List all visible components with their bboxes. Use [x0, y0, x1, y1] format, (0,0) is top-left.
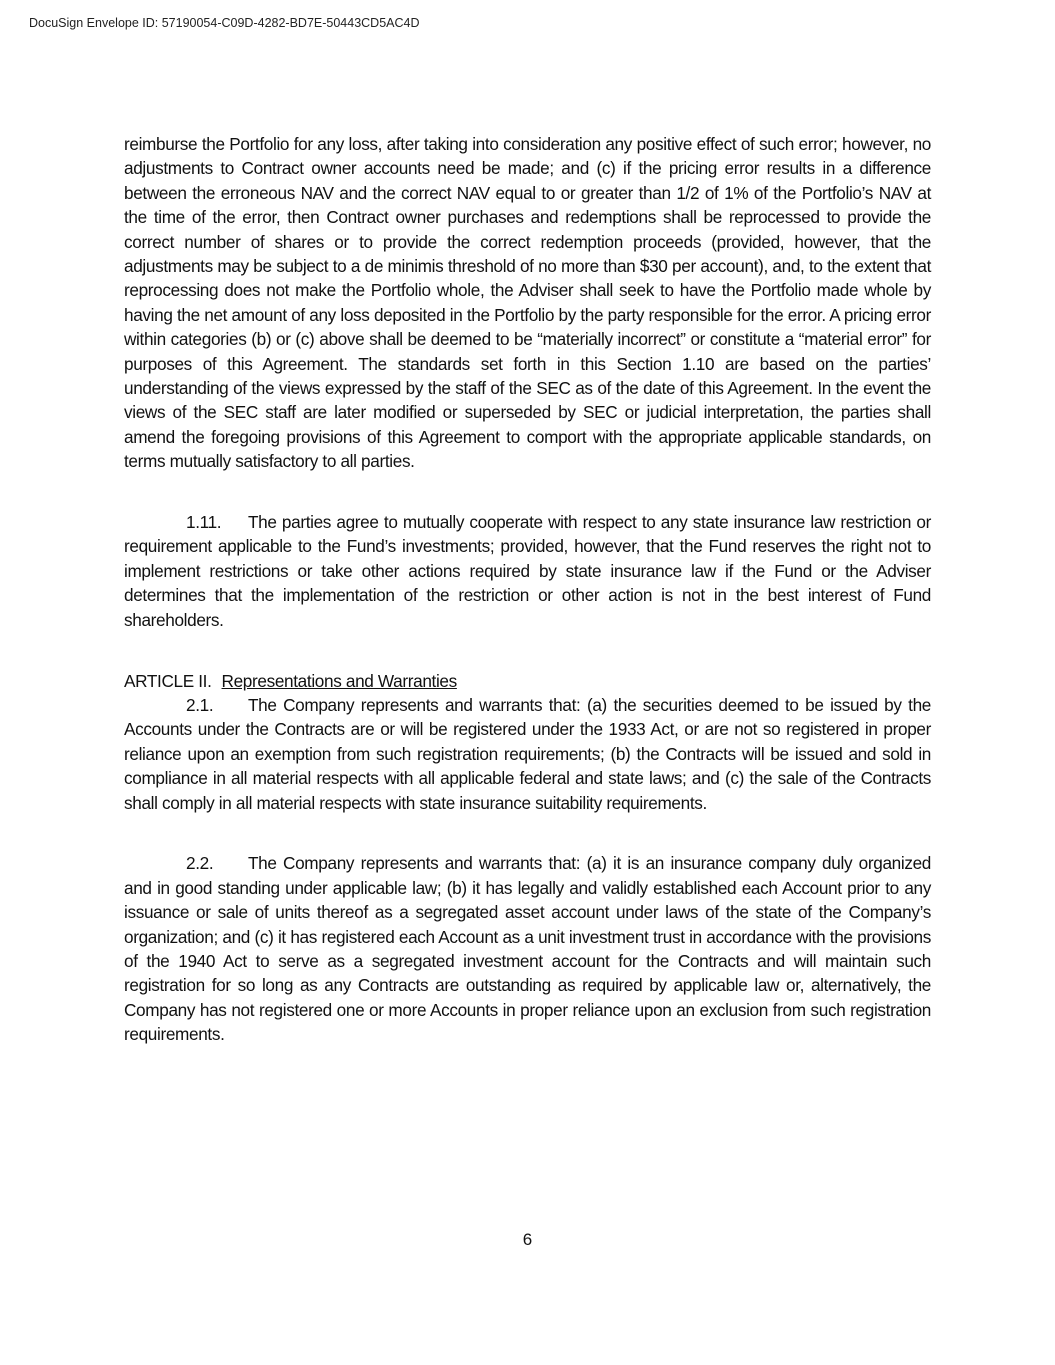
- section-number: 1.11.: [186, 512, 222, 533]
- article-label: ARTICLE II.: [124, 670, 212, 691]
- section-2-1: [124, 693, 931, 815]
- article-title: Representations and Warranties: [221, 670, 457, 691]
- section-text: The Company represents and warrants that: (a) it is an insurance company duly organized and in good standing under applicable law; (b) it has legally and validly established each Account prior to any issuance or sale of units thereof as a segregated asset account under laws of the state of the Company’s organization; and (c) it has registered each Account as a unit investment trust in accordance with the provisions of the 1940 Act to serve as a segregated investment account for the Contracts and will maintain such registration for so long as any Contracts are outstanding as required by applicable law or, alternatively, the Company has not registered one or more Accounts in proper reliance upon an exclusion from such registration requirements.: [124, 853, 931, 1045]
- section-2-2: [124, 851, 931, 1046]
- continuation-paragraph: reimburse the Portfolio for any loss, after taking into consideration any positive effect of such error; however, no adjustments to Contract owner accounts need be made; and (c) if the pricing error results in a difference between the erroneous NAV and the correct NAV equal to or greater than 1/2 of 1% of the Portfolio’s NAV at the time of the error, then Contract owner purchases and redemptions shall be reprocessed to provide the correct number of shares or to provide the correct redemption proceeds (provided, however, that the adjustments may be subject to a de minimis threshold of no more than $30 per account), and, to the extent that reprocessing does not make the Portfolio whole, the Adviser shall seek to have the Portfolio made whole by having the net amount of any loss deposited in the Portfolio by the party responsible for the error. A pricing error within categories (b) or (c) above shall be deemed to be “materially incorrect” or constitute a “material error” for purposes of this Agreement. The standards set forth in this Section 1.10 are based on the parties’ understanding of the views expressed by the staff of the SEC as of the date of this Agreement. In the event the views of the SEC staff are later modified or superseded by SEC or judicial interpretation, the parties shall amend the foregoing provisions of this Agreement to comport with the appropriate applicable standards, on terms mutually satisfactory to all parties.: [124, 134, 931, 472]
- section-text: The parties agree to mutually cooperate with respect to any state insurance law restriction or requirement applicable to the Fund’s investments; provided, however, that the Fund reserves the right not to implement restrictions or take other actions required by state insurance law if the Fund or the Adviser determines that the implementation of the restriction or other action is not in the best interest of Fund shareholders.: [124, 512, 931, 630]
- section-1-11: [124, 510, 931, 632]
- spacer: [124, 839, 931, 851]
- spacer: [124, 498, 931, 510]
- spacer: [124, 657, 931, 669]
- docusign-envelope-id: DocuSign Envelope ID: 57190054-C09D-4282-BD7E-50443CD5AC4D: [29, 16, 420, 30]
- section-number: 2.1.: [186, 694, 214, 715]
- document-body: [124, 132, 931, 1071]
- section-number: 2.2.: [186, 853, 214, 874]
- page-number: 6: [522, 1230, 533, 1249]
- article-heading: [124, 669, 931, 693]
- section-text: The Company represents and warrants that: (a) the securities deemed to be issued by the Accounts under the Contracts are or will be registered under the 1933 Act, or are not so registered in proper reliance upon an exemption from such registration requirements; (b) the Contracts will be issued and sold in compliance in all material respects with all applicable federal and state laws; and (c) the sale of the Contracts shall comply in all material respects with state insurance suitability requirements.: [124, 694, 931, 813]
